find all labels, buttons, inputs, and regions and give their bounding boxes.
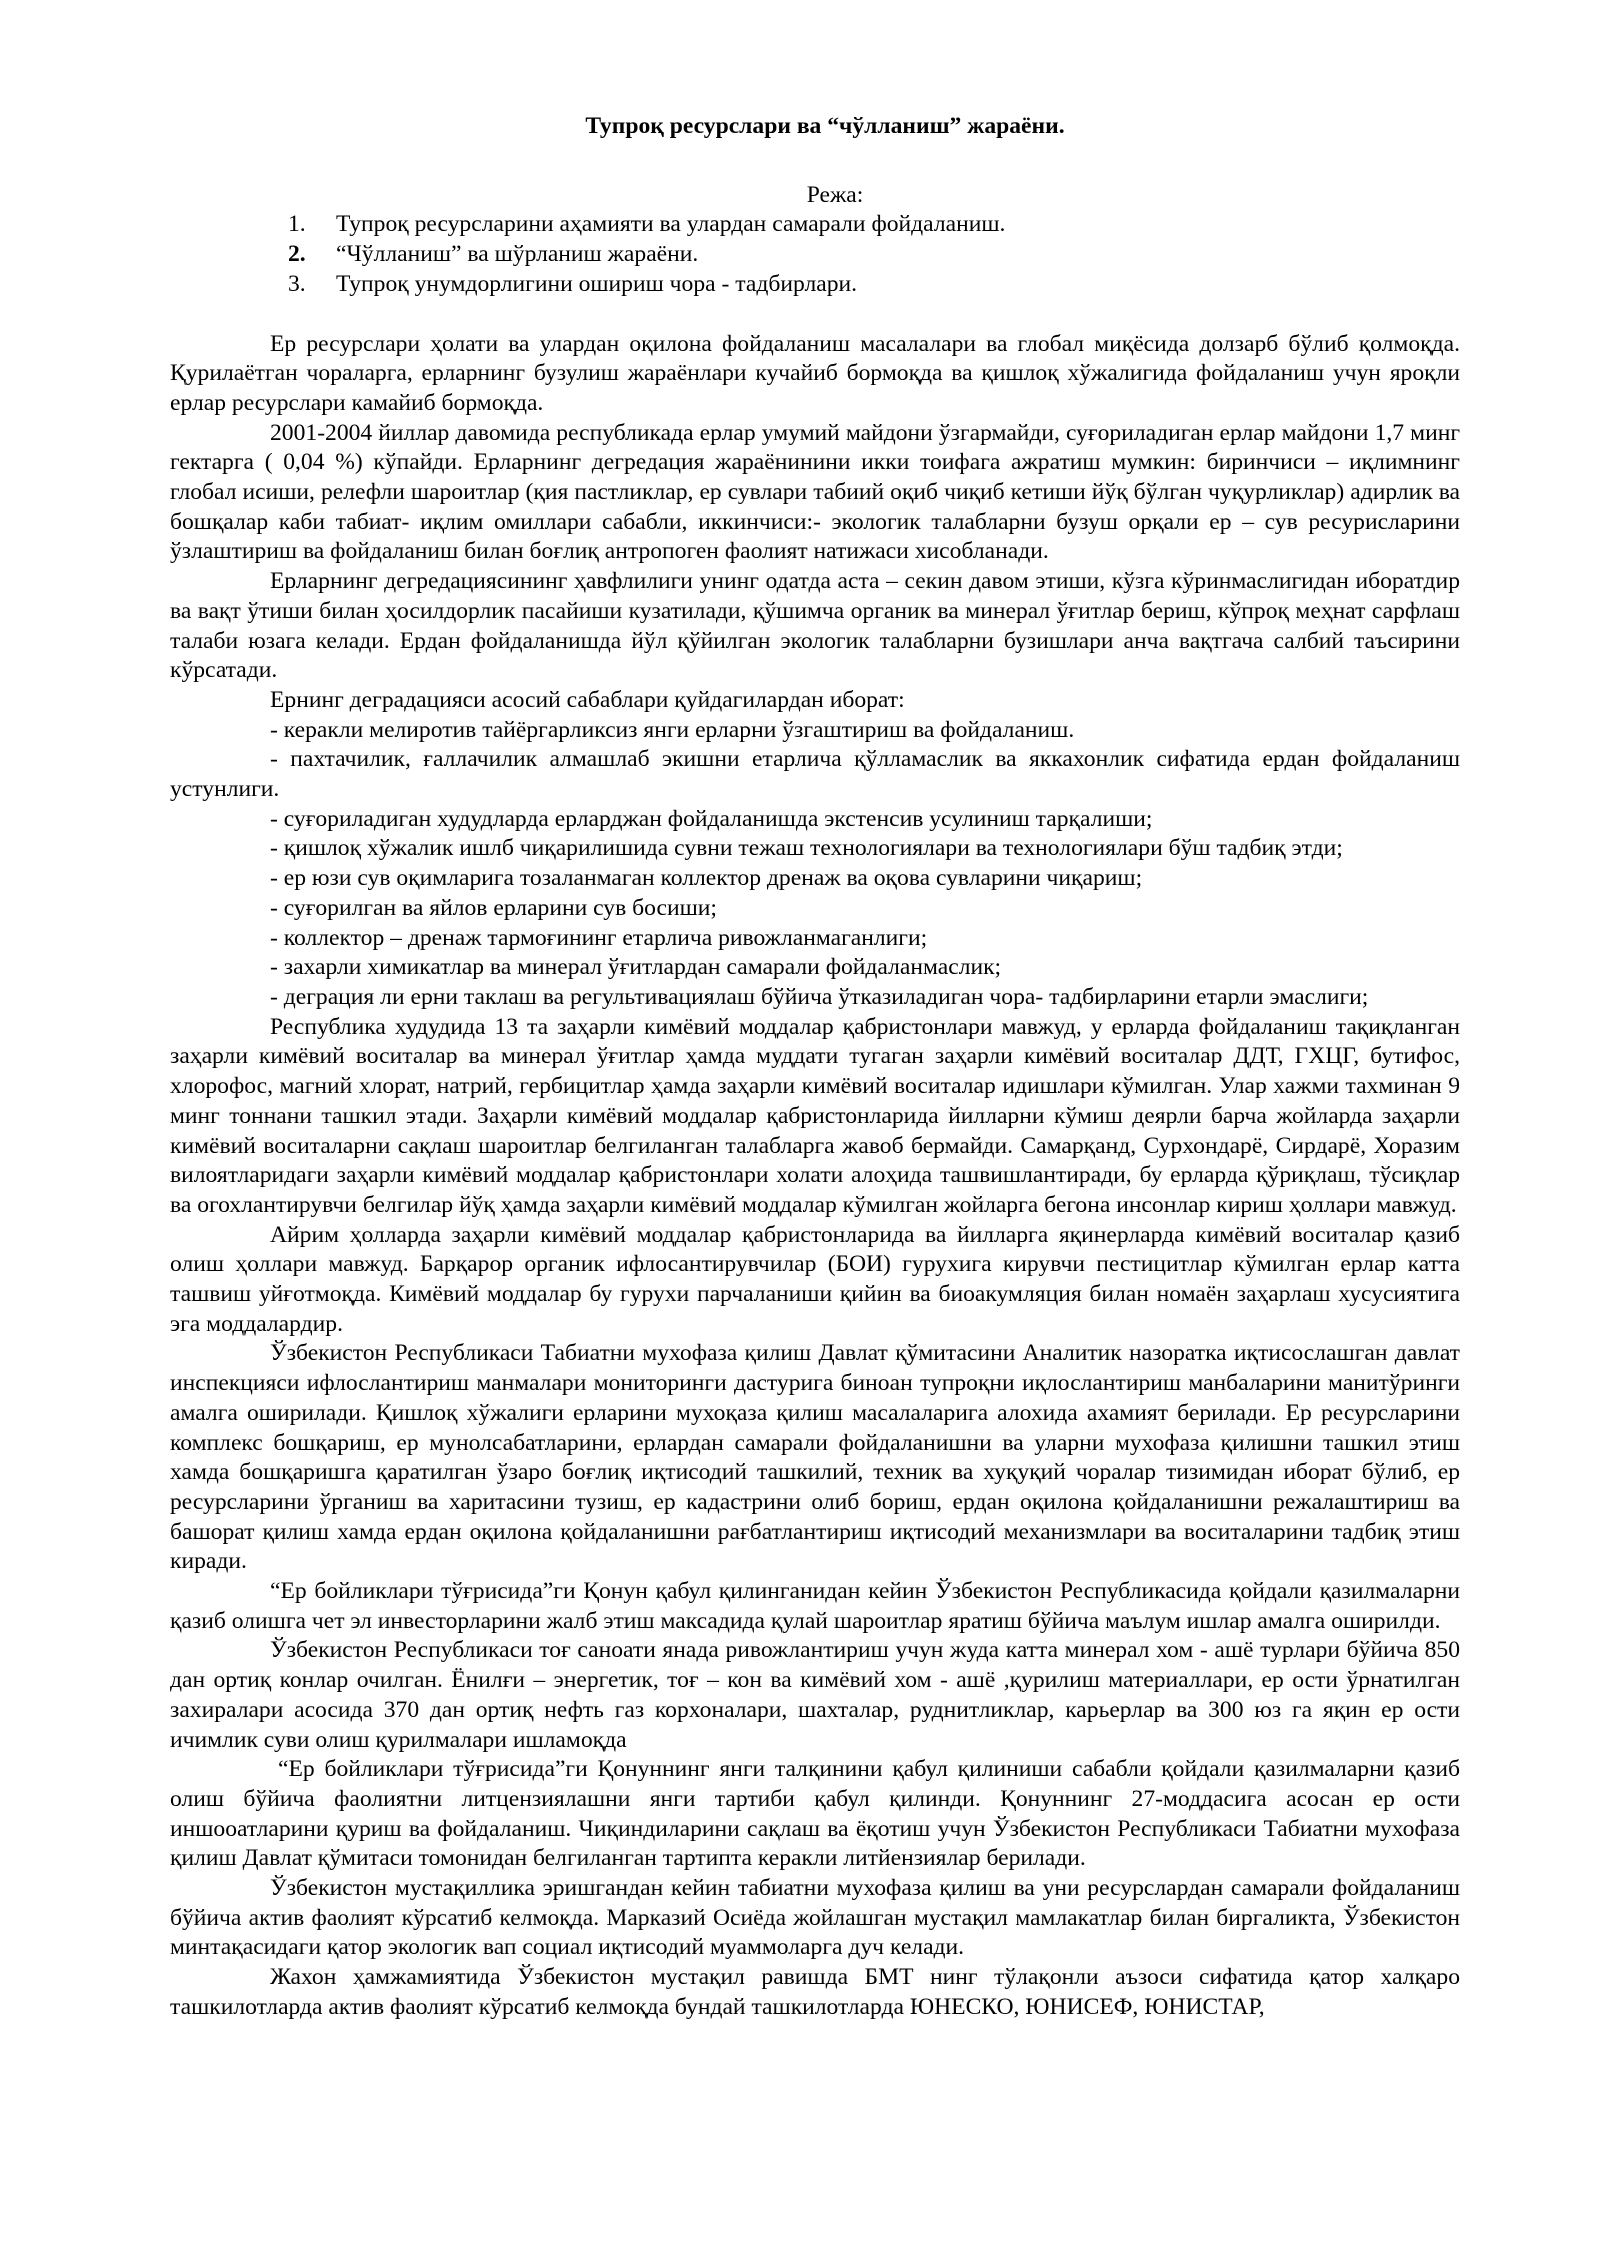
list-item: - қишлоқ хўжалик ишлб чиқарилишида сувни тежаш технологиялари ва технологиялари бўш тадбиқ этди;: [270, 835, 1343, 862]
paragraph: 2001-2004 йиллар давомида республикада ерлар умумий майдони ўзгармайди, суғориладиган ерлар майдони 1,7 минг гектарга ( 0,04 %) кўпайди. Ерларнинг дегредация жараёнинини икки тоифага ажратиш мумкин: биринчиси – иқлимнинг глобал исиши, релефли шароитлар (қия пастликлар, ер сувлари табиий оқиб чиқиб кетиши йўқ бўлган чуқурликлар) адирлик ва бошқалар каби табиат- иқлим омиллари сабабли, иккинчиси:- экологик талабларни бузуш орқали ер – сув ресурисларини ўзлаштириш ва фойдаланиш билан боғлиқ антропоген фаолият натижаси хисобланади.: [170, 419, 1460, 565]
paragraph: Ўзбекистон Республикаси тоғ саноати янада ривожлантириш учун жуда катта минерал хом - ашё турлари бўйича 850 дан ортиқ конлар очилган. Ёнилғи – энергетик, тоғ – кон ва кимёвий хом - ашё ,қурилиш материаллари, ер ости ўрнатилган захиралари асосида 370 дан ортиқ нефть газ корхоналари, шахталар, руднитликлар, карьерлар ва 300 юз га яқин ер ости ичимлик суви олиш қурилмалари ишламоқда: [170, 1637, 1460, 1753]
paragraph: Айрим ҳолларда заҳарли кимёвий моддалар қабристонларида ва йилларга яқинерларда кимёвий воситалар қазиб олиш ҳоллари мавжуд. Барқарор органик ифлосантирувчилар (БОИ) гурухига кирувчи пестицитлар кўмилган ерлар катта ташвиш уйғотмоқда. Кимёвий моддалар бу гурухи парчаланиши қийин ва биоакумляция билан номаён заҳарлаш хусусиятига эга моддалардир.: [170, 1221, 1460, 1337]
plan-item-number: 3.: [288, 270, 306, 297]
list-item: - захарли химикатлар ва минерал ўғитлардан самарали фойдаланмаслик;: [270, 954, 1002, 981]
plan-heading: Режа:: [806, 181, 864, 208]
plan-item-text: “Чўлланиш” ва шўрланиш жараёни.: [336, 241, 699, 268]
paragraph: “Ер бойликлари тўғрисида”ги Қонуннинг янги талқинини қабул қилиниши сабабли қойдали қазилмаларни қазиб олиш бўйича фаолиятни литцензиялашни янги тартиби қабул қилинди. Қонуннинг 27-моддасига асосан ер ости иншооатларини қуриш ва фойдаланиш. Чиқиндиларини сақлаш ва ёқотиш учун Ўзбекистон Республикаси Табиатни мухофаза қилиш Давлат қўмитаси томонидан белгиланган тартипта керакли литйензиялар берилади.: [170, 1756, 1460, 1872]
list-item: - керакли мелиротив тайёргарликсиз янги ерларни ўзгаштириш ва фойдаланиш.: [270, 716, 1075, 743]
list-item: - деграция ли ерни таклаш ва регультивациялаш бўйича ўтказиладиган чора- тадбирларини етарли эмаслиги;: [270, 983, 1369, 1010]
plan-item: [170, 240, 1460, 270]
plan-item: [170, 270, 1460, 300]
document-title: Тупроқ ресурслари ва “чўлланиш” жараёни.: [585, 113, 1065, 139]
list-item: - пахтачилик, ғаллачилик алмашлаб экишни етарлича қўлламаслик ва яккахонлик сифатида ердан фойдаланиш устунлиги.: [170, 746, 1460, 803]
paragraph: Республика худудида 13 та заҳарли кимёвий моддалар қабристонлари мавжуд, у ерларда фойдаланиш тақиқланган заҳарли кимёвий воситалар ва минерал ўғитлар ҳамда муддати тугаган заҳарли кимёвий воситалар ДДТ, ГХЦГ, бутифос, хлорофос, магний хлорат, натрий, гербицитлар ҳамда заҳарли кимёвий воситалар идишлари кўмилган. Улар хажми тахминан 9 минг тоннани ташкил этади. Заҳарли кимёвий моддалар қабристонларида йилларни кўмиш деярли барча жойларда заҳарли кимёвий воситаларни сақлаш шароитлар белгиланган талабларга жавоб бермайди. Самарқанд, Сурхондарё, Сирдарё, Хоразим вилоятларидаги заҳарли кимёвий моддалар қабристонлари холати алоҳида ташвишлантиради, бу ерларда қўриқлаш, тўсиқлар ва огохлантирувчи белгилар йўқ ҳамда заҳарли кимёвий моддалар кўмилган жойларга бегона инсонлар кириш ҳоллари мавжуд.: [170, 1013, 1460, 1218]
plan-item-number: 1.: [288, 211, 306, 238]
list-item: - суғориладиган худудларда ерларджан фойдаланишда экстенсив усулиниш тарқалиши;: [270, 805, 1153, 832]
list-item: - коллектор – дренаж тармоғининг етарлича ривожланмаганлиги;: [270, 924, 928, 951]
plan-list: [170, 210, 1460, 299]
paragraph: Жахон ҳамжамиятида Ўзбекистон мустақил равишда БМТ нинг тўлақонли аъзоси сифатида қатор халқаро ташкилотларда актив фаолият кўрсатиб келмоқда бундай ташкилотларда ЮНЕСКО, ЮНИСЕФ, ЮНИСТАР,: [170, 1964, 1460, 2020]
plan-item-text: Тупроқ ресурсларини аҳамияти ва улардан самарали фойдаланиш.: [336, 211, 1006, 238]
paragraph: Ўзбекистон Республикаси Табиатни мухофаза қилиш Давлат қўмитасини Аналитик назоратка иқтисослашган давлат инспекцияси ифлослантириш манмалари мониторинги дастурига биноан тупроқни иқлослантириш манбаларини манитўринги амалга оширилади. Қишлоқ хўжалиги ерларини мухоқаза қилиш масалаларига алохида ахамият берилади. Ер ресурсларини комплекс бошқариш, ер мунолсабатларини, ерлардан самарали фойдаланишни ва уларни мухофаза қилишни ташкил этиш хамда бошқаришга қаратилган ўзаро боғлиқ иқтисодий ташкилий, техник ва хуқуқий чоралар тизимидан иборат бўлиб, ер ресурсларини ўрганиш ва харитасини тузиш, ер кадастрини олиб бориш, ердан оқилона қойдаланишни режалаштириш ва башорат қилиш хамда ердан оқилона қойдаланишни рағбатлантириш иқтисодий механизмлари ва воситаларини тадбиқ этиш киради.: [170, 1340, 1460, 1575]
paragraph: Ернинг деградацияси асосий сабаблари қуйдагилардан иборат:: [270, 686, 905, 713]
plan-item: [170, 210, 1460, 240]
paragraph: “Ер бойликлари тўғрисида”ги Қонун қабул қилинганидан кейин Ўзбекистон Республикасида қойдали қазилмаларни қазиб олишга чет эл инвесторларини жалб этиш максадида қулай шароитлар яратиш бўйича маълум ишлар амалга оширилди.: [170, 1578, 1460, 1634]
document-page: [170, 112, 1460, 2023]
list-item: - ер юзи сув оқимларига тозаланмаган коллектор дренаж ва оқова сувларини чиқариш;: [270, 865, 1143, 892]
paragraph: Ер ресурслари ҳолати ва улардан оқилона фойдаланиш масалалари ва глобал миқёсида долзарб бўлиб қолмоқда. Қурилаётган чораларга, ерларнинг бузулиш жараёнлари кучайиб бормоқда ва қишлоқ хўжалигида фойдаланиш учун яроқли ерлар ресурслари камайиб бормоқда.: [170, 330, 1460, 416]
plan-item-number: 2.: [288, 241, 306, 268]
paragraph: Ўзбекистон мустақиллика эришгандан кейин табиатни мухофаза қилиш ва уни ресурслардан самарали фойдаланиш бўйича актив фаолият кўрсатиб келмоқда. Марказий Осиёда жойлашган мустақил мамлакатлар билан биргаликта, Ўзбекистон минтақасидаги қатор экологик вап социал иқтисодий муаммоларга дуч келади.: [170, 1875, 1460, 1961]
plan-item-text: Тупроқ унумдорлигини ошириш чора - тадбирлари.: [336, 270, 858, 297]
document-body: [170, 330, 1460, 2023]
list-item: - суғорилган ва яйлов ерларини сув босиши;: [270, 894, 717, 921]
paragraph: Ерларнинг дегредациясининг ҳавфлилиги унинг одатда аста – секин давом этиши, кўзга кўринмаслигидан иборатдир ва вақт ўтиши билан ҳосилдорлик пасайиши кузатилади, қўшимча органик ва минерал ўғитлар бериш, кўпроқ меҳнат сарфлаш талаби юзага келади. Ердан фойдаланишда йўл қўйилган экологик талабларни бузишлари анча вақтгача салбий таъсирини кўрсатади.: [170, 568, 1460, 684]
